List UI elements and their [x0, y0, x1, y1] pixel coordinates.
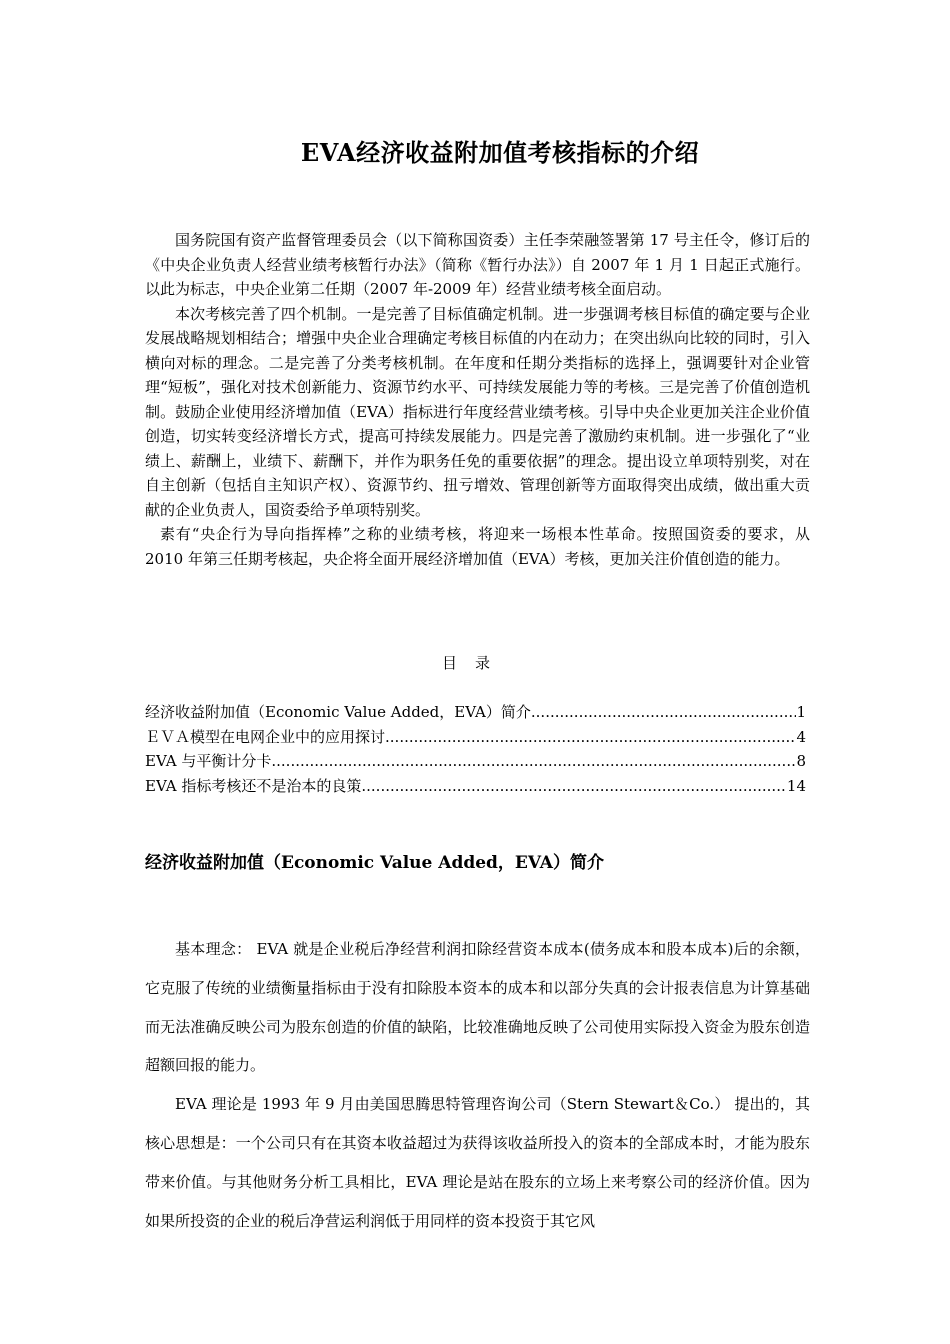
toc-entry-page: 8	[796, 752, 806, 770]
toc-dot-leader	[531, 703, 797, 721]
toc-entry-title: ＥＶＡ模型在电网企业中的应用探讨	[145, 727, 386, 746]
toc-heading: 目录	[441, 654, 508, 672]
intro-paragraph-3: 素有“央企行为导向指挥棒”之称的业绩考核，将迎来一场根本性革命。按照国资委的要求，从 2010 年第三任期考核起，央企将全面开展经济增加值（EVA）考核，更加关注价值创造的能力。	[145, 525, 810, 568]
toc-entry-page: 14	[786, 776, 806, 795]
table-of-contents	[145, 701, 806, 799]
toc-entry[interactable]	[145, 726, 806, 751]
toc-entry-title: EVA 指标考核还不是治本的良策	[145, 776, 362, 795]
document-title: EVA经济收益附加值考核指标的介绍	[300, 138, 700, 167]
body-paragraph-2: EVA 理论是 1993 年 9 月由美国思腾思特管理咨询公司（Stern Stewart＆Co.） 提出的，其核心思想是：一个公司只有在其资本收益超过为获得该收益所投入的资本的全部成本时，才能为股东带来价值。与其他财务分析工具相比，EVA 理论是站在股东的立场上来考察公司的经济价值。因为如果所投资的企业的税后净营运利润低于用同样的资本投资于其它风	[145, 1095, 810, 1230]
toc-entry-title: 经济收益附加值（Economic Value Added，EVA）简介	[145, 703, 531, 721]
body-paragraph-1: 基本理念： EVA 就是企业税后净经营利润扣除经营资本成本(债务成本和股本成本)后的余额，它克服了传统的业绩衡量指标由于没有扣除股本资本的成本和以部分失真的会计报表信息为计算基础而无法准确反映公司为股东创造的价值的缺陷，比较准确地反映了公司使用实际投入资金为股东创造超额回报的能力。	[145, 940, 810, 1075]
section-body	[145, 930, 810, 1240]
toc-entry-page: 4	[796, 727, 806, 746]
toc-entry[interactable]	[145, 750, 806, 775]
intro-paragraph-2: 本次考核完善了四个机制。一是完善了目标值确定机制。进一步强调考核目标值的确定要与企业发展战略规划相结合；增强中央企业合理确定考核目标值的内在动力；在突出纵向比较的同时，引入横向对标的理念。二是完善了分类考核机制。在年度和任期分类指标的选择上，强调要针对企业管理“短板”，强化对技术创新能力、资源节约水平、可持续发展能力等的考核。三是完善了价值创造机制。鼓励企业使用经济增加值（EVA）指标进行年度经营业绩考核。引导中央企业更加关注企业价值创造，切实转变经济增长方式，提高可持续发展能力。四是完善了激励约束机制。进一步强化了“业绩上、薪酬上，业绩下、薪酬下，并作为职务任免的重要依据”的理念。提出设立单项特别奖，对在自主创新（包括自主知识产权）、资源节约、扭亏增效、管理创新等方面取得突出成绩，做出重大贡献的企业负责人，国资委给予单项特别奖。	[145, 304, 810, 519]
intro-section	[145, 228, 810, 571]
toc-dot-leader	[361, 777, 787, 795]
intro-paragraph-1: 国务院国有资产监督管理委员会（以下简称国资委）主任李荣融签署第 17 号主任令，修订后的《中央企业负责人经营业绩考核暂行办法》（简称《暂行办法》）自 2007 年 1 月 1 日起正式施行。以此为标志，中央企业第二任期（2007 年-2009 年）经营业绩考核全面启动。	[145, 231, 810, 298]
toc-entry[interactable]	[145, 775, 806, 800]
toc-entry-title: EVA 与平衡计分卡	[145, 752, 272, 770]
toc-dot-leader	[385, 728, 796, 746]
toc-entry-page: 1	[796, 703, 806, 721]
toc-dot-leader	[271, 752, 796, 770]
section-heading: 经济收益附加值（Economic Value Added，EVA）简介	[145, 853, 604, 873]
toc-entry[interactable]	[145, 701, 806, 726]
